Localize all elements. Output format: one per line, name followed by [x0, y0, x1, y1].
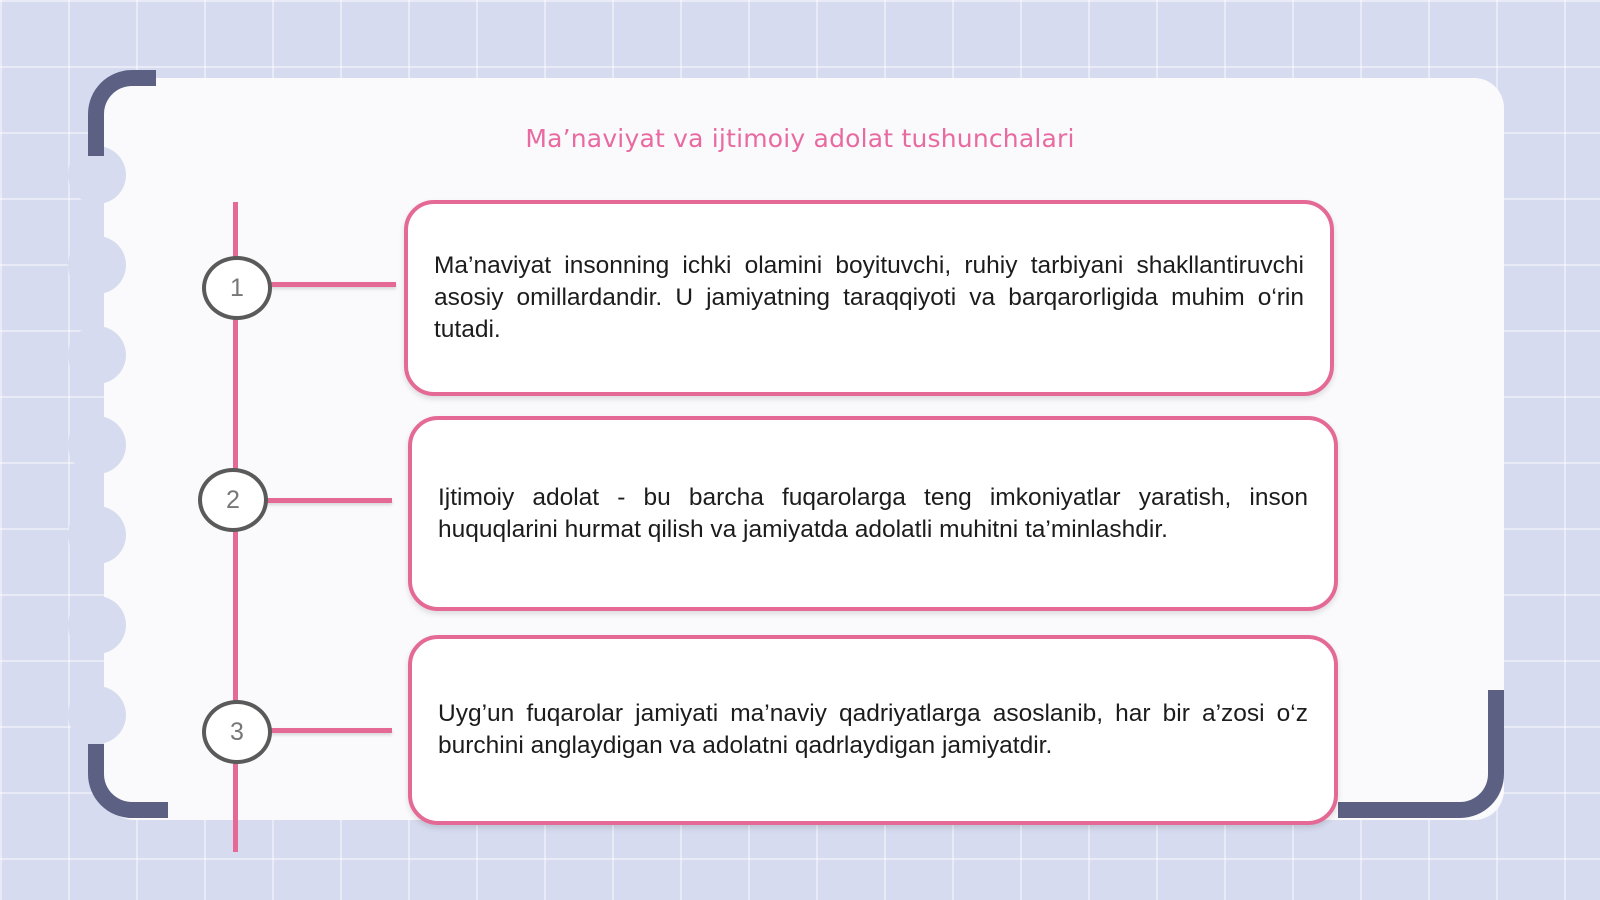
- frame-corner-top-left: [88, 70, 156, 156]
- info-box: [408, 416, 1338, 611]
- info-text: Ma’naviyat insonning ichki olamini boyituvchi, ruhiy tarbiyani shakllantiruvchi asosiy omillardandir. U jamiyatning taraqqiyoti va barqarorligida muhim o‘rin tutadi.: [434, 252, 1304, 343]
- info-text: Ijtimoiy adolat - bu barcha fuqarolarga teng imkoniyatlar yaratish, inson huquqlarini hurmat qilish va jamiyatda adolatli muhitni ta’minlashdir.: [438, 483, 1308, 543]
- step-number-badge: 2: [198, 468, 268, 532]
- frame-corner-bottom-right: [1338, 690, 1504, 818]
- info-text: Uyg’un fuqarolar jamiyati ma’naviy qadriyatlarga asoslanib, har bir a’zosi o‘z burchini anglaydigan va adolatni qadrlaydigan jamiyatdir.: [438, 700, 1308, 759]
- step-number-badge: 1: [202, 256, 272, 320]
- slide-title: Ma’naviyat va ijtimoiy adolat tushunchalari: [525, 124, 1075, 153]
- edge-notch: [68, 596, 126, 654]
- info-box: [408, 635, 1338, 825]
- connector-line: [262, 498, 392, 503]
- step-number-badge: 3: [202, 700, 272, 764]
- frame-corner-bottom-left: [88, 744, 168, 818]
- edge-notch: [68, 506, 126, 564]
- edge-notch: [68, 686, 126, 744]
- edge-notch: [68, 326, 126, 384]
- edge-notch: [68, 236, 126, 294]
- edge-notch: [68, 416, 126, 474]
- connector-line: [266, 728, 392, 733]
- info-box: [404, 200, 1334, 396]
- connector-line: [266, 282, 396, 287]
